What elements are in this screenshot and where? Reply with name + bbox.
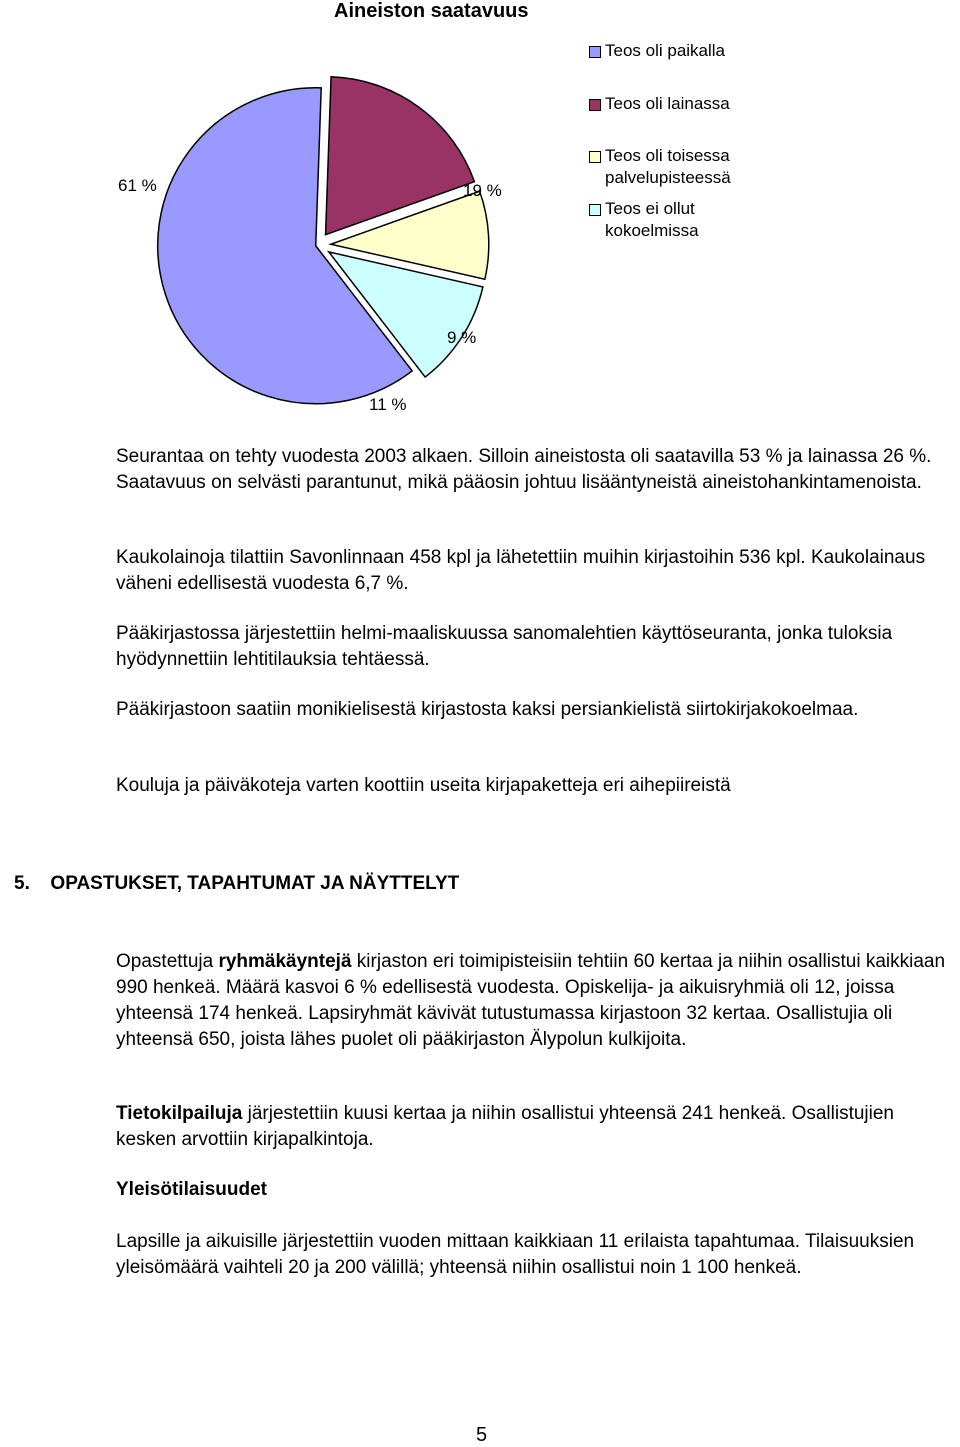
legend-label: Teos oli paikalla <box>605 41 726 60</box>
group-visits-lead: Opastettuja <box>116 951 219 972</box>
section-heading <box>14 873 459 895</box>
paragraph-multilingual: Pääkirjastoon saatiin monikielisestä kirjastosta kaksi persiankielistä siirtokirjakokoelmaa. <box>116 699 859 720</box>
legend-label: Teos ei ollut kokoelmissa <box>605 199 699 240</box>
data-label-lainassa: 19 % <box>463 181 502 200</box>
paragraph-book-packages: Kouluja ja päiväkoteja varten koottiin useita kirjapaketteja eri aihepiireistä <box>116 775 731 796</box>
legend-swatch <box>589 151 601 163</box>
legend-swatch <box>589 204 601 216</box>
group-visits-bold: ryhmäkäyntejä <box>218 951 352 972</box>
paragraph-events: Lapsille ja aikuisille järjestettiin vuoden mittaan kaikkiaan 11 erilaista tapahtumaa. Tilaisuuksien yleisömäärä vaihteli 20 ja 200 välillä; yhteensä niihin osallistui noin 1 100 henkeä. <box>116 1231 915 1278</box>
events-heading: Yleisötilaisuudet <box>116 1179 267 1200</box>
paragraph-newspaper-survey: Pääkirjastossa järjestettiin helmi-maaliskuussa sanomalehtien käyttöseuranta, jonka tuloksia hyödynnettiin lehtitilauksia tehtäessä. <box>116 623 893 670</box>
pie-chart <box>0 0 960 420</box>
page-number: 5 <box>476 1424 488 1446</box>
quiz-rest: järjestettiin kuusi kertaa ja niihin osallistui yhteensä 241 henkeä. Osallistujien kesken arvottiin kirjapalkintoja. <box>116 1103 894 1150</box>
paragraph-group-visits <box>116 949 946 1053</box>
legend-swatch <box>589 99 601 111</box>
paragraph-availability: Seurantaa on tehty vuodesta 2003 alkaen. Silloin aineistosta oli saatavilla 53 % ja lainassa 26 %. Saatavuus on selvästi parantunut, mikä pääosin johtuu lisääntyneistä aineistohankintamenoista. <box>116 446 932 493</box>
chart-title: Aineiston saatavuus <box>334 0 529 22</box>
legend-swatch <box>589 46 601 58</box>
data-label-toisessa: 9 % <box>447 328 477 347</box>
group-visits-rest: kirjaston eri toimipisteisiin tehtiin 60 kertaa ja niihin osallistui kaikkiaan 990 henkeä. Määrä kasvoi 6 % edellisestä vuodesta. Opiskelija- ja aikuisryhmiä oli 12, joissa yhteensä 174 henkeä. Lapsiryhmät kävivät tutustumassa kirjastoon 32 kertaa. Osallistujia oli yhteensä 650, joista lähes puolet oli pääkirjaston Älypolun kulkijoita. <box>116 951 946 1050</box>
data-label-ei-ollut: 11 % <box>369 395 407 414</box>
section-number: 5. <box>14 873 30 894</box>
quiz-bold: Tietokilpailuja <box>116 1103 243 1124</box>
legend-label: Teos oli lainassa <box>605 94 730 113</box>
data-label-paikalla: 61 % <box>118 176 157 195</box>
paragraph-quiz <box>116 1101 946 1153</box>
legend-label: Teos oli toisessa palvelupisteessä <box>605 146 731 187</box>
section-title: OPASTUKSET, TAPAHTUMAT JA NÄYTTELYT <box>50 873 460 894</box>
paragraph-interlibrary-loans: Kaukolainoja tilattiin Savonlinnaan 458 kpl ja lähetettiin muihin kirjastoihin 536 kpl. Kaukolainaus väheni edellisestä vuodesta 6,7 %. <box>116 547 926 594</box>
